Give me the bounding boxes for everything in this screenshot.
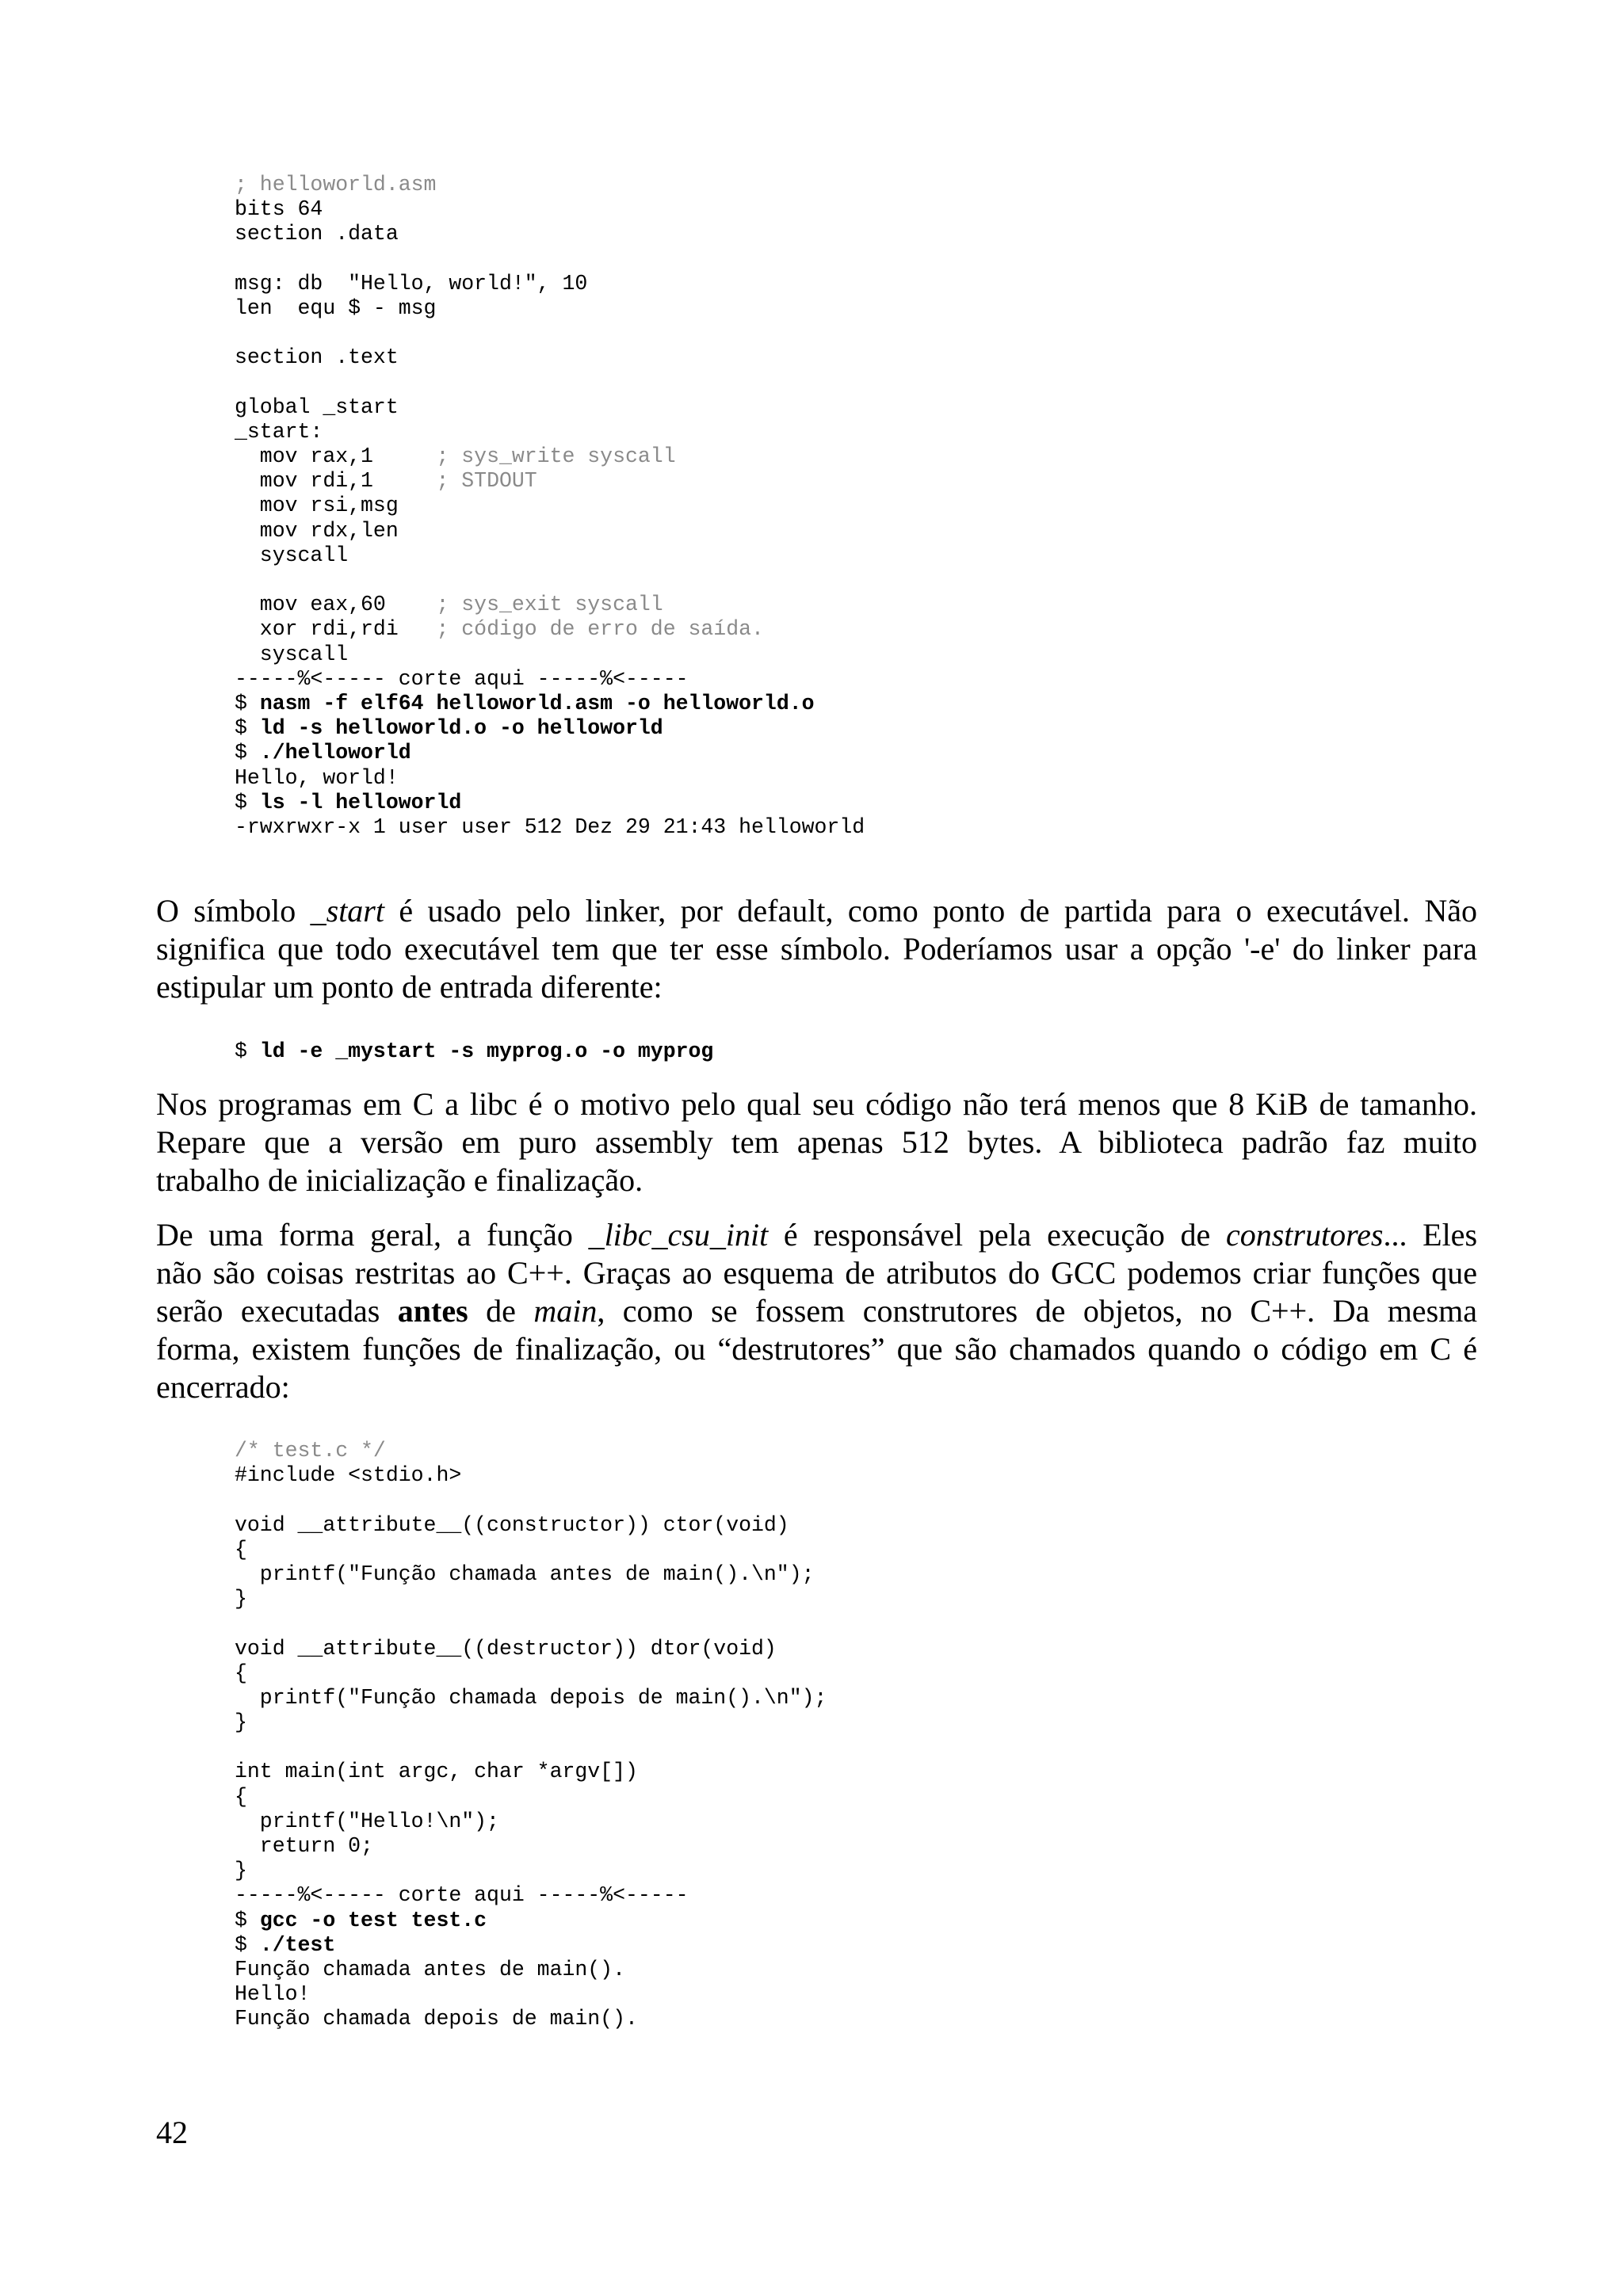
code-block-ld-command [235, 1039, 713, 1064]
code-line [235, 1039, 713, 1064]
text-run: { [235, 1537, 247, 1562]
text-run: msg: db "Hello, world!", 10 [235, 271, 588, 296]
text-run: mov rsi,msg [235, 494, 399, 518]
text-run: De uma forma geral, a função [156, 1217, 589, 1253]
italic-text: construtores [1225, 1217, 1384, 1253]
code-line [235, 643, 865, 667]
italic-text: main [533, 1293, 598, 1329]
bold-text: ld -s helloworld.o -o helloworld [259, 716, 663, 741]
text-run: { [235, 1784, 247, 1809]
text-run: mov rdi,1 [235, 469, 437, 494]
code-line [235, 519, 865, 543]
text-run: Repare que a versão em puro assembly tem apenas 512 bytes. A biblioteca padrão faz muito [156, 1124, 1477, 1160]
text-run: $ [235, 1039, 260, 1063]
code-comment: /* test.c */ [235, 1439, 386, 1463]
code-line [235, 1933, 827, 1958]
code-line [235, 1834, 827, 1859]
code-comment: ; código de erro de saída. [436, 617, 764, 642]
code-line [235, 345, 865, 370]
bold-text: nasm -f elf64 helloworld.asm -o helloworld.o [259, 691, 815, 715]
text-run: , como se fossem construtores de objetos, no C++. Da mesma [597, 1293, 1477, 1329]
bold-text: ls -l helloworld [259, 790, 462, 814]
code-line [235, 543, 865, 568]
code-line [235, 1562, 827, 1587]
text-run: _start: [235, 419, 323, 444]
code-line [235, 1859, 827, 1883]
paragraph-line [156, 930, 1477, 968]
paragraph-line [156, 968, 1477, 1006]
paragraph-line [156, 1292, 1477, 1330]
code-line [235, 1686, 827, 1711]
code-line [235, 1513, 827, 1538]
paragraph-constructors [156, 1216, 1477, 1406]
code-line [235, 692, 865, 716]
paragraph-line [156, 1330, 1477, 1368]
code-line [235, 1711, 827, 1735]
text-run: syscall [235, 642, 349, 666]
code-line [235, 272, 865, 296]
code-line [235, 1538, 827, 1562]
blank-line [235, 247, 865, 272]
paragraph-line [156, 1161, 1477, 1199]
text-run: } [235, 1587, 247, 1611]
text-run: forma, existem funções de finalização, ou “destrutores” que são chamados quando o código em C é [156, 1331, 1477, 1367]
bold-text: ld -e _mystart -s myprog.o -o myprog [259, 1039, 714, 1063]
text-run: len equ $ - msg [235, 296, 437, 320]
text-run: section .text [235, 345, 399, 370]
italic-text: _start [310, 893, 384, 929]
paragraph-line [156, 1254, 1477, 1292]
text-run: { [235, 1661, 247, 1685]
text-run: section .data [235, 222, 399, 246]
text-run: } [235, 1711, 247, 1735]
text-run: syscall [235, 543, 349, 567]
blank-line [235, 1735, 827, 1760]
text-run: ... Eles [1383, 1217, 1478, 1253]
text-run: encerrado: [156, 1369, 290, 1405]
text-run: $ [235, 691, 260, 715]
page-number: 42 [156, 2115, 188, 2150]
code-line [235, 395, 865, 420]
bold-text: ./helloworld [259, 741, 411, 765]
blank-line [235, 371, 865, 395]
blank-line [235, 321, 865, 345]
text-run: $ [235, 1932, 260, 1957]
text-run: printf("Função chamada depois de main().\n"); [235, 1685, 827, 1710]
code-line [235, 1909, 827, 1933]
code-line [235, 1463, 827, 1488]
text-run: mov rdx,len [235, 518, 399, 543]
text-run: serão executadas [156, 1293, 398, 1329]
text-run: O símbolo [156, 893, 311, 929]
code-line [235, 716, 865, 741]
code-line [235, 1760, 827, 1784]
code-comment: ; sys_write syscall [436, 444, 676, 469]
text-run: Hello, world! [235, 765, 399, 790]
paragraph-line [156, 1123, 1477, 1161]
code-block-test-c [235, 1439, 827, 2032]
code-line [235, 173, 865, 197]
code-comment: ; helloworld.asm [235, 173, 437, 196]
code-comment: ; sys_exit syscall [436, 593, 663, 617]
text-run: estipular um ponto de entrada diferente: [156, 969, 663, 1005]
code-line [235, 1637, 827, 1661]
text-run: $ [235, 741, 260, 765]
code-line [235, 617, 865, 642]
text-run: -----%<----- corte aqui -----%<----- [235, 666, 689, 691]
paragraph-line [156, 1085, 1477, 1123]
bold-text: gcc -o test test.c [259, 1908, 487, 1932]
code-line [235, 197, 865, 222]
blank-line [235, 1488, 827, 1512]
text-run: significa que todo executável tem que ter esse símbolo. Poderíamos usar a opção '-e' do linker para [156, 931, 1477, 967]
text-run: void __attribute__((constructor)) ctor(void) [235, 1512, 789, 1537]
paragraph-line [156, 892, 1477, 930]
text-run: Função chamada antes de main(). [235, 1957, 625, 1981]
code-line [235, 593, 865, 617]
code-line [235, 444, 865, 469]
code-line [235, 1661, 827, 1686]
text-run: #include <stdio.h> [235, 1463, 462, 1488]
text-run: printf("Função chamada antes de main().\n"); [235, 1562, 815, 1586]
code-line [235, 494, 865, 518]
text-run: mov rax,1 [235, 444, 437, 469]
text-run: return 0; [235, 1834, 373, 1858]
code-block-helloworld-asm [235, 173, 865, 840]
code-line [235, 1785, 827, 1810]
blank-line [235, 568, 865, 593]
text-run: global _start [235, 395, 399, 419]
code-line [235, 469, 865, 494]
code-line [235, 741, 865, 765]
text-run: -----%<----- corte aqui -----%<----- [235, 1883, 689, 1908]
code-line [235, 1958, 827, 1982]
text-run: bits 64 [235, 197, 323, 222]
paragraph-libc-size [156, 1085, 1477, 1199]
code-comment: ; STDOUT [436, 469, 537, 494]
code-line [235, 791, 865, 815]
text-run: é usado pelo linker, por default, como ponto de partida para o executável. Não [384, 893, 1477, 929]
code-line [235, 420, 865, 444]
code-line [235, 766, 865, 791]
text-run: $ [235, 1908, 260, 1932]
code-line [235, 1587, 827, 1611]
bold-text: antes [397, 1293, 468, 1329]
text-run: trabalho de inicialização e finalização. [156, 1162, 643, 1198]
text-run: mov eax,60 [235, 593, 437, 617]
text-run: Nos programas em C a libc é o motivo pelo qual seu código não terá menos que 8 KiB de tamanho. [156, 1086, 1477, 1122]
text-run: printf("Hello!\n"); [235, 1809, 499, 1833]
text-run: Hello! [235, 1982, 311, 2007]
code-line [235, 1810, 827, 1834]
text-run: $ [235, 790, 260, 814]
text-run: -rwxrwxr-x 1 user user 512 Dez 29 21:43 helloworld [235, 814, 865, 839]
code-line [235, 1982, 827, 2007]
text-run: não são coisas restritas ao C++. Graças ao esquema de atributos do GCC podemos criar funções que [156, 1255, 1477, 1291]
bold-text: ./test [259, 1932, 336, 1957]
code-line [235, 222, 865, 246]
italic-text: _libc_csu_init [588, 1217, 769, 1253]
text-run: int main(int argc, char *argv[]) [235, 1760, 638, 1784]
text-run: Função chamada depois de main(). [235, 2007, 638, 2031]
code-line [235, 1439, 827, 1463]
text-run: void __attribute__((destructor)) dtor(void) [235, 1636, 777, 1661]
code-line [235, 815, 865, 840]
code-line [235, 1883, 827, 1908]
code-line [235, 2007, 827, 2031]
code-line [235, 667, 865, 692]
text-run: é responsável pela execução de [768, 1217, 1226, 1253]
paragraph-line [156, 1216, 1477, 1254]
paragraph-start-symbol [156, 892, 1477, 1006]
text-run: $ [235, 716, 260, 741]
code-line [235, 296, 865, 321]
text-run: de [468, 1293, 534, 1329]
text-run: } [235, 1859, 247, 1883]
text-run: xor rdi,rdi [235, 617, 437, 642]
blank-line [235, 1611, 827, 1636]
paragraph-line [156, 1368, 1477, 1406]
